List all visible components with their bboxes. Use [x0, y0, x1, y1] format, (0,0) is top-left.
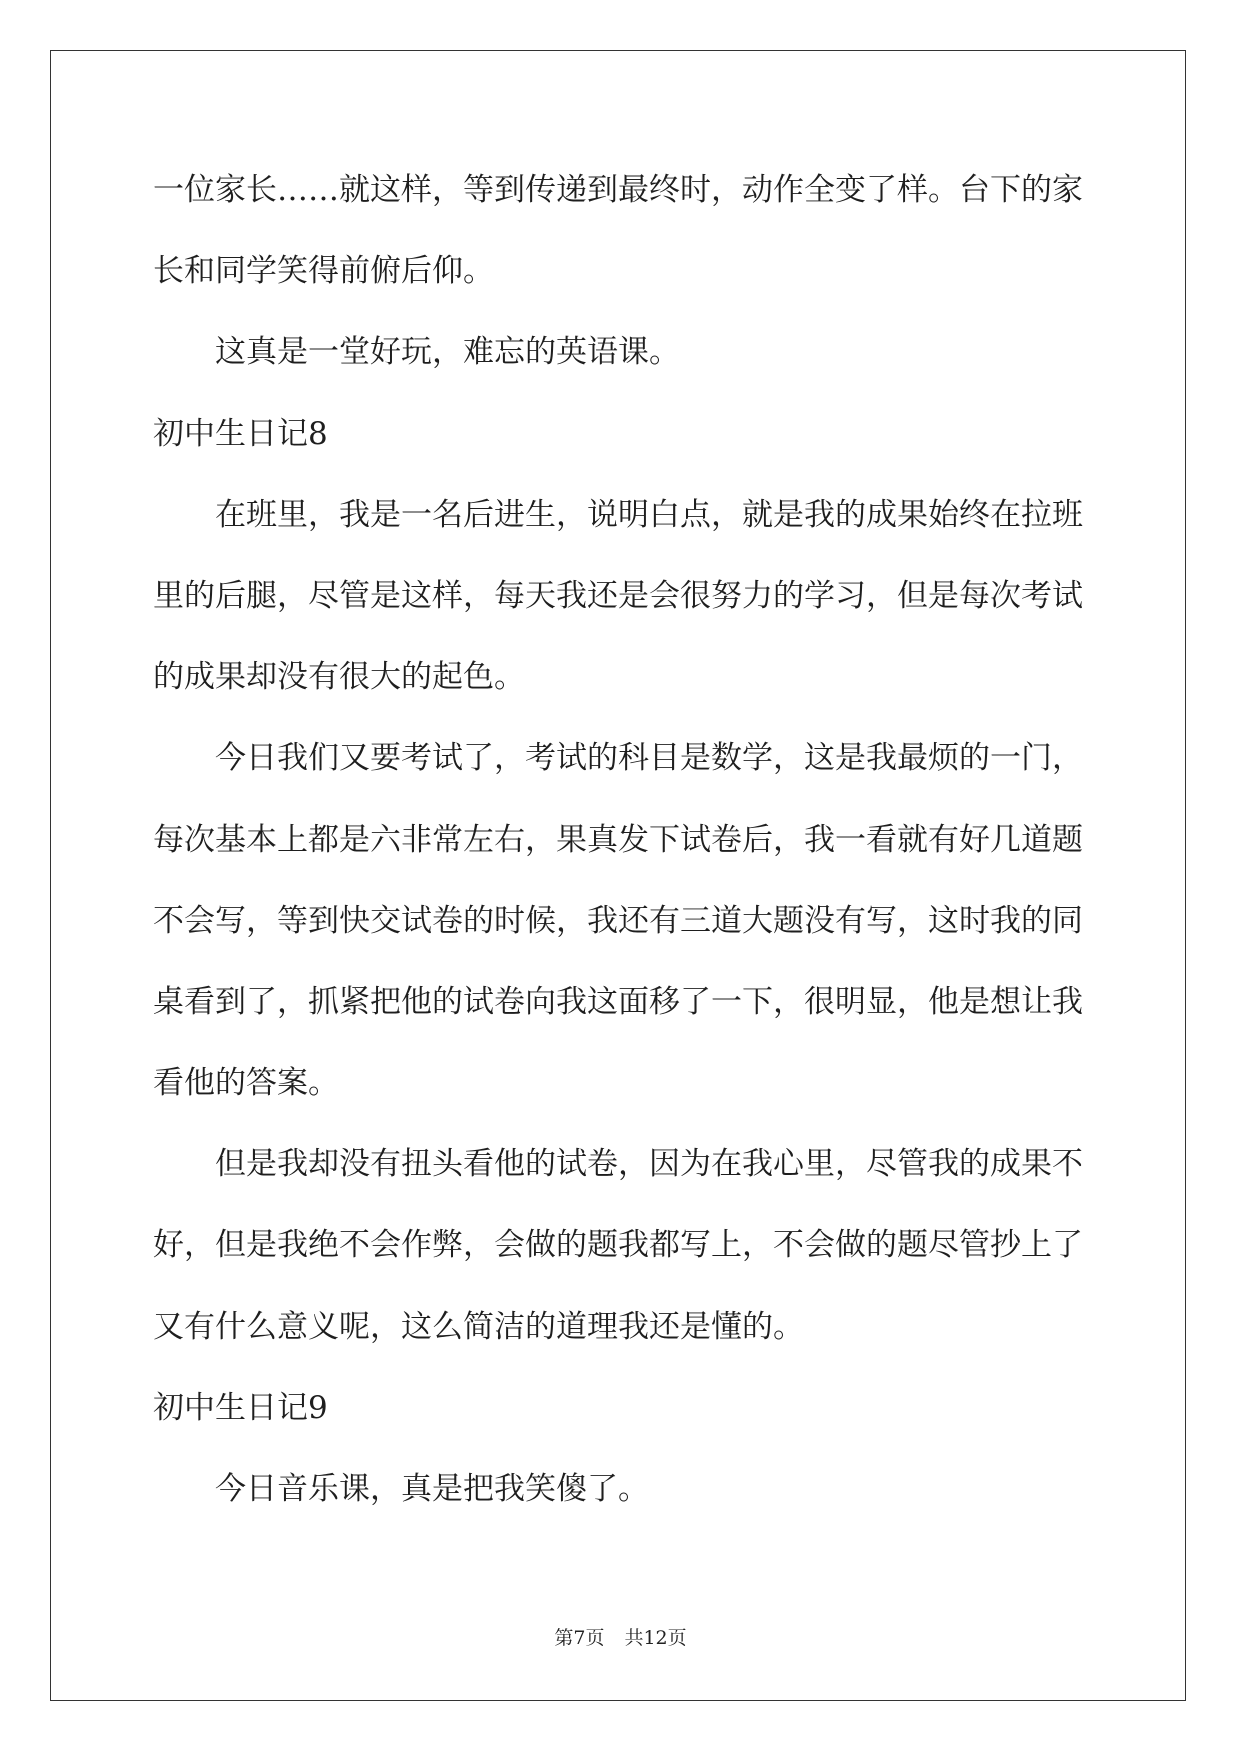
- paragraph: [153, 1449, 1153, 1530]
- paragraph: [153, 312, 1153, 393]
- paragraph: [153, 718, 1153, 1124]
- paragraph: [153, 1124, 1153, 1368]
- document-body: [153, 150, 1153, 1530]
- page-number: 第7页: [554, 1627, 605, 1649]
- text-line: 长和同学笑得前俯后仰。: [153, 253, 494, 290]
- entry-title: 初中生日记9: [153, 1389, 328, 1426]
- text-line: 一位家长……就这样，等到传递到最终时，动作全变了样。台下的家: [153, 172, 1083, 208]
- text-line: 但是我却没有扭头看他的试卷，因为在我心里，尽管我的成果不: [215, 1146, 1083, 1183]
- text-line: 今日我们又要考试了，考试的科目是数学，这是我最烦的一门，: [215, 740, 1083, 777]
- page-footer: [0, 1626, 1241, 1650]
- entry-title: 初中生日记8: [153, 415, 328, 452]
- text-line: 看他的答案。: [153, 1065, 339, 1102]
- text-line: 这真是一堂好玩，难忘的英语课。: [215, 334, 680, 371]
- diary-entry: [153, 1368, 1153, 1530]
- text-line: 又有什么意义呢，这么简洁的道理我还是懂的。: [153, 1308, 804, 1345]
- page-total: 共12页: [624, 1627, 687, 1649]
- text-line: 今日音乐课，真是把我笑傻了。: [215, 1471, 649, 1507]
- diary-entry: [153, 394, 1153, 1368]
- paragraph: [153, 150, 1153, 312]
- text-line: 在班里，我是一名后进生，说明白点，就是我的成果始终在拉班: [215, 496, 1083, 533]
- text-line: 每次基本上都是六非常左右，果真发下试卷后，我一看就有好几道题: [153, 821, 1083, 858]
- paragraph: [153, 475, 1153, 719]
- text-line: 里的后腿，尽管是这样，每天我还是会很努力的学习，但是每次考试: [153, 577, 1083, 614]
- text-line: 的成果却没有很大的起色。: [153, 659, 525, 696]
- text-line: 不会写，等到快交试卷的时候，我还有三道大题没有写，这时我的同: [153, 902, 1083, 939]
- text-line: 好，但是我绝不会作弊，会做的题我都写上，不会做的题尽管抄上了: [153, 1227, 1083, 1264]
- text-line: 桌看到了，抓紧把他的试卷向我这面移了一下，很明显，他是想让我: [153, 983, 1083, 1020]
